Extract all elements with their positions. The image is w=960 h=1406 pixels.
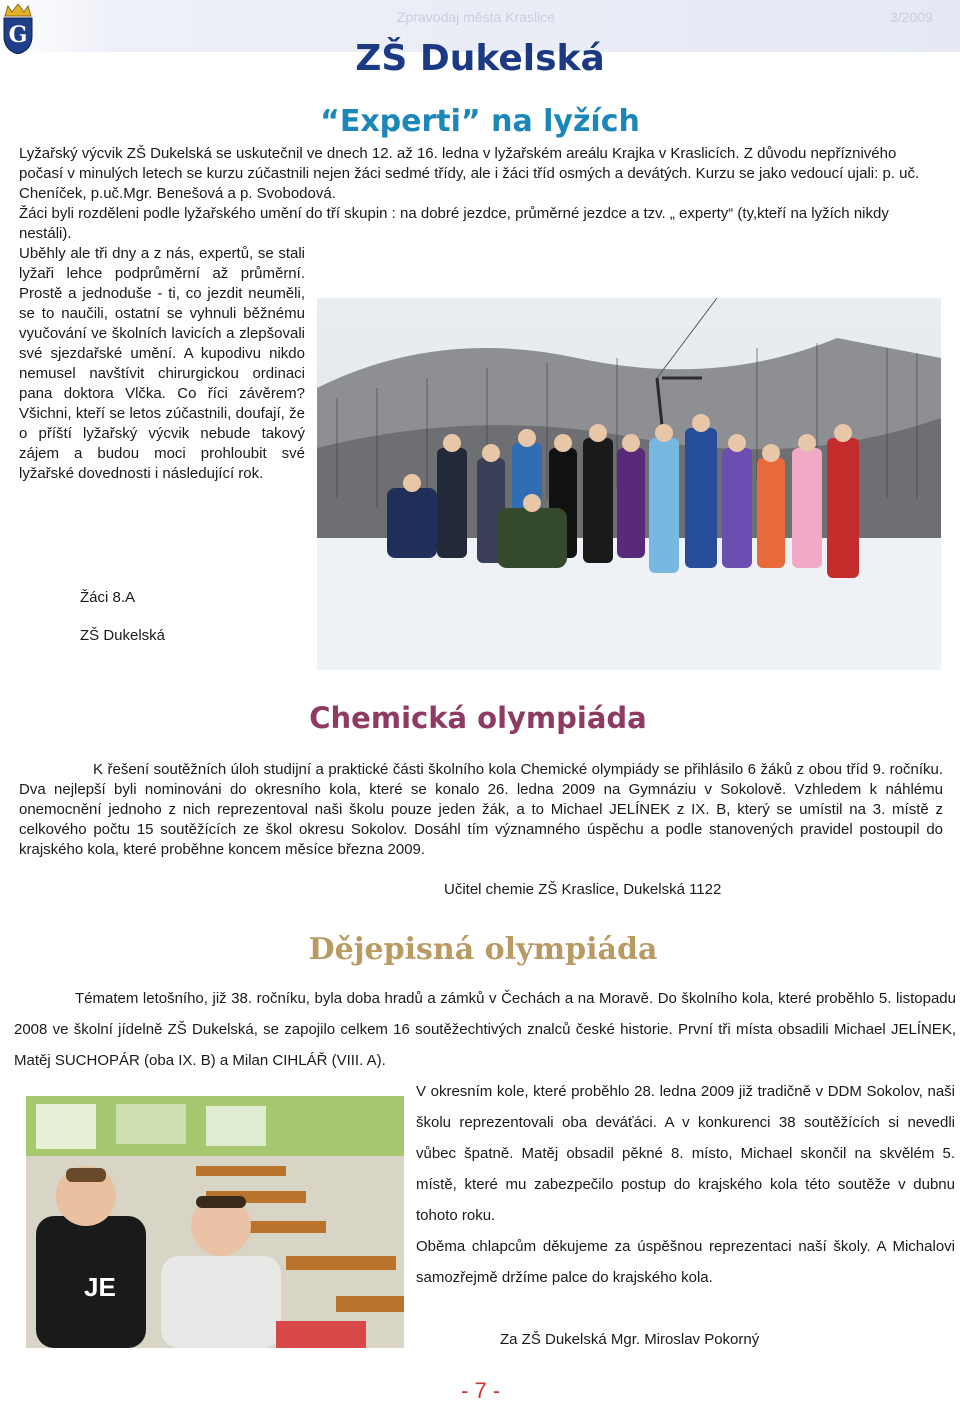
history-body: Tématem letošního, již 38. ročníku, byla doba hradů a zámků v Čechách a na Moravě. Do školního kola, které proběhlo 5. listopadu 2008 ve školní jídelně ZŠ Dukelská, se zapojilo celkem 16 soutěžechtivých znalců české historie. První tři místa obsadili Michael JELÍNEK, Matěj SUCHOPÁR (oba IX. B) a Milan CIHLÁŘ (VIII. A).	[14, 990, 956, 1069]
issue-number: 3/2009	[890, 9, 933, 25]
chem-signature: Učitel chemie ZŠ Kraslice, Dukelská 1122	[444, 881, 722, 898]
history-title: Dějepisná olympiáda	[308, 932, 658, 967]
ski-paragraph-1: Lyžařský výcvik ZŠ Dukelská se uskutečnil ve dnech 12. až 16. ledna v lyžařském areálu Krajka v Kraslicích. Z důvodu nepříznivého počasí v minulých letech se kurzu zúčastnili nejen žáci sedmé třídy, ale i žáci tříd osmých a devátých. Kurzu se jako vedoucí ujali: p. uč. Cheníček, p.uč.Mgr. Benešová a p. Svobodová.	[19, 145, 920, 202]
history-right-paragraph-1: V okresním kole, které proběhlo 28. ledna 2009 již tradičně v DDM Sokolov, naši školu reprezentovali oba deváťáci. A v konkurenci 38 soutěžících si nevedli vůbec špatně. Matěj obsadil pěkné 8. místo, Michael skončil na skvělém 5. místě, které mu zabezpečilo postup do krajského kola této soutěže v dubnu tohoto roku.	[416, 1083, 955, 1224]
history-right-column	[416, 1076, 955, 1293]
ski-column-text: Uběhly ale tři dny a z nás, expertů, se stali lyžaři lehce podprůměrní až průměrní. Prostě a jednoduše - ti, co jezdit neuměli, se to naučili, ostatní se vyhnuli běžnému vyučování ve školních lavicích a zlepšovali své sjezdařské umění. A kupodivu nikdo nemusel navštívit chirurgickou ordinaci pana doktora Vlčka. Co říci závěrem? Všichni, kteří se letos zúčastnili, doufají, že o příští lyžařský výcvik nebude takový zájem a budou moci prohloubit své lyžařské dovednosti i následující rok.	[19, 245, 305, 482]
school-title: ZŠ Dukelská	[355, 38, 605, 79]
shirt-print: JE	[84, 1272, 116, 1302]
classroom-photo	[26, 1096, 404, 1348]
ski-signature-class: Žáci 8.A	[80, 589, 136, 606]
ski-article-title: “Experti” na lyžích	[320, 104, 640, 139]
logo-letter: G	[8, 22, 28, 48]
history-right-paragraph-2: Oběma chlapcům děkujeme za úspěšnou reprezentaci naší školy. A Michalovi samozřejmě držíme palce do krajského kola.	[416, 1238, 955, 1286]
chem-body: K řešení soutěžních úloh studijní a praktické části školního kola Chemické olympiády se přihlásilo 6 žáků z obou tříd 9. ročníku. Dva nejlepší byli nominováni do okresního kola, které se konalo 26. ledna 2009 na Gymnáziu v Sokolově. Vzhledem k náhlému onemocnění jednoho z nich reprezentoval naši školu pouze jeden žák, a to Michael JELÍNEK z IX. B, který se umístil na 3. místě z celkového počtu 15 soutěžících ze škol okresu Sokolov. Dosáhl tím významného úspěchu a podle stanovených pravidel postoupil do krajského kola, které proběhne koncem měsíce března 2009.	[19, 761, 943, 858]
ski-signature-school: ZŠ Dukelská	[80, 627, 166, 644]
newsletter-title: Zpravodaj města Kraslice	[397, 9, 555, 25]
ski-intro	[19, 144, 941, 244]
history-signature: Za ZŠ Dukelská Mgr. Miroslav Pokorný	[500, 1331, 760, 1348]
page-number: - 7 -	[461, 1378, 501, 1403]
ski-paragraph-2: Žáci byli rozděleni podle lyžařského umění do tří skupin : na dobré jezdce, průměrné jezdce a tzv. „ experty“ (ty,kteří na lyžích nikdy nestáli).	[19, 205, 889, 242]
chem-title: Chemická olympiáda	[309, 701, 647, 735]
ski-group-photo	[317, 298, 941, 670]
